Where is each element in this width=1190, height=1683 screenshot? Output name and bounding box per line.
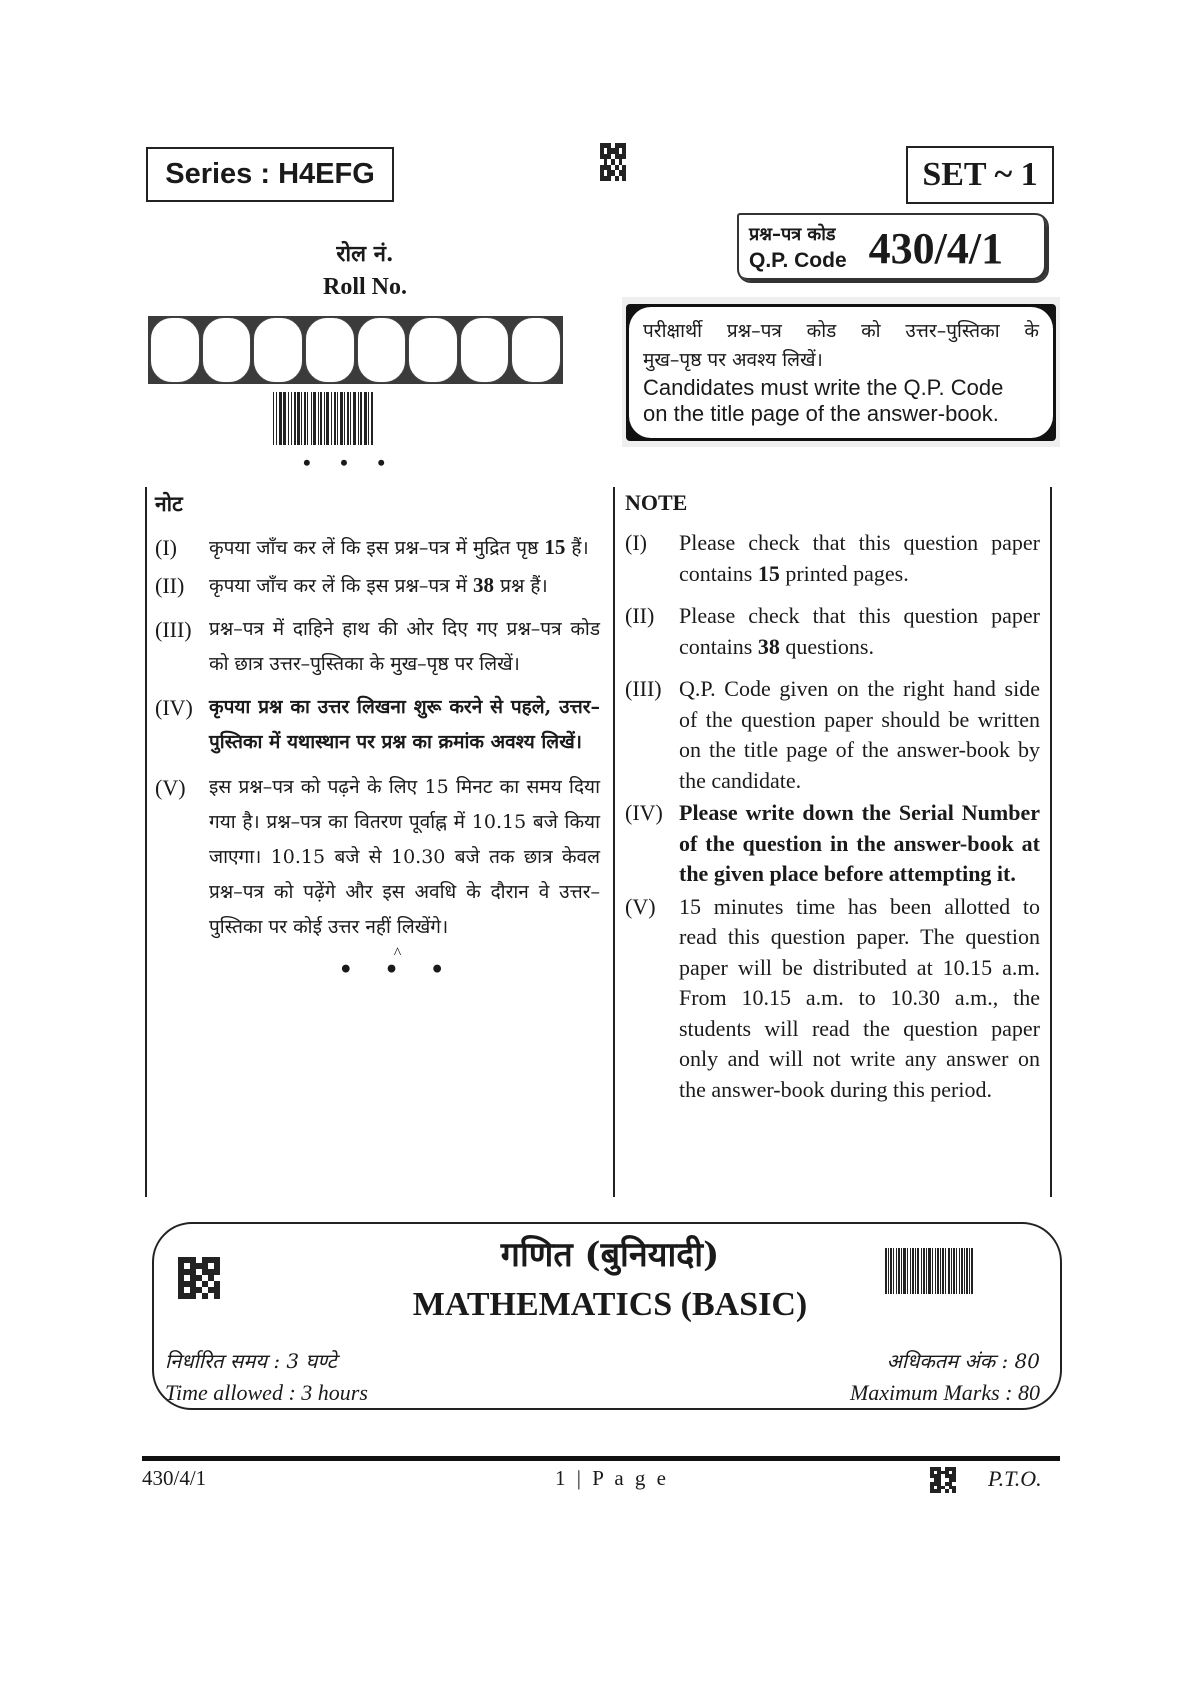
note-item xyxy=(625,798,1040,890)
subject-title-hindi: गणित (बुनियादी) xyxy=(500,1235,720,1275)
instruction-hindi-line-2: मुख–पृष्ठ पर अवश्य लिखें। xyxy=(643,349,823,371)
set-label: SET ~ 1 xyxy=(906,146,1054,204)
roll-digit-box[interactable] xyxy=(305,317,355,383)
notes-heading: NOTE xyxy=(625,490,688,515)
qp-code-label-hindi: प्रश्न–पत्र कोड xyxy=(749,224,836,245)
subject-title: MATHEMATICS (BASIC) xyxy=(412,1286,808,1323)
note-item xyxy=(625,892,1040,1106)
roll-digit-box[interactable] xyxy=(357,317,407,383)
page-number: 1 | P a g e xyxy=(555,1466,669,1490)
maximum-marks-hindi: अधिकतम अंक : 80 xyxy=(886,1349,1040,1373)
qp-code-box xyxy=(737,213,1049,283)
note-item xyxy=(155,770,600,945)
roll-digit-box[interactable] xyxy=(408,317,458,383)
roll-digit-box[interactable] xyxy=(202,317,252,383)
qr-code-icon xyxy=(600,143,626,181)
series-label: Series : H4EFG xyxy=(146,147,394,202)
roll-number-label-hindi: रोल नं. xyxy=(336,241,394,267)
note-text: Please write down the Serial Number of the question in the answer-book at the given place before attempting it. xyxy=(679,800,1040,886)
maximum-marks: Maximum Marks : 80 xyxy=(849,1380,1040,1405)
note-number: (V) xyxy=(155,775,186,800)
notes-hindi xyxy=(155,490,600,983)
note-number: (I) xyxy=(155,535,177,560)
note-number: (II) xyxy=(155,573,185,598)
instruction-hindi-line-1: परीक्षार्थी प्रश्न–पत्र कोड को उत्तर–पुस्तिका के xyxy=(643,320,1039,342)
note-text: प्रश्न–पत्र में दाहिने हाथ की ओर दिए गए प्रश्न–पत्र कोड को छात्र उत्तर–पुस्तिका के मुख–पृष्ठ पर लिखें। xyxy=(209,618,600,675)
roll-digit-box[interactable] xyxy=(150,317,200,383)
note-number: (IV) xyxy=(155,695,193,720)
please-turn-over: P.T.O. xyxy=(988,1466,1042,1491)
column-divider xyxy=(613,487,615,1197)
notes-english xyxy=(625,490,1040,1105)
caret-mark: ^ xyxy=(393,945,402,962)
column-border-left xyxy=(145,487,147,1197)
note-item xyxy=(625,528,1040,589)
barcode-icon xyxy=(885,1248,1030,1294)
instruction-english-line-2: on the title page of the answer-book. xyxy=(643,401,999,426)
barcode-icon xyxy=(273,392,418,445)
note-text: कृपया प्रश्न का उत्तर लिखना शुरू करने से पहले, उत्तर–पुस्तिका में यथास्थान पर प्रश्न का क्रमांक अवश्य लिखें। xyxy=(209,696,600,753)
qp-code-instruction-box xyxy=(622,297,1060,447)
note-text: इस प्रश्न–पत्र को पढ़ने के लिए 15 मिनट का समय दिया गया है। प्रश्न–पत्र का वितरण पूर्वाह्न में 10.15 बजे किया जाएगा। 10.15 बजे से 10.30 बजे तक छात्र केवल प्रश्न–पत्र को पढ़ेंगे और इस अवधि के दौरान वे उत्तर–पुस्तिका पर कोई उत्तर नहीं लिखेंगे। xyxy=(209,776,600,938)
separator-dots: • • • xyxy=(338,957,457,983)
footer-qp-code: 430/4/1 xyxy=(142,1466,207,1490)
note-text: Please check that this question paper contains 38 questions. xyxy=(679,603,1040,659)
note-number: (I) xyxy=(625,530,647,555)
note-item xyxy=(625,601,1040,662)
separator-dots: • • • xyxy=(302,450,398,475)
note-item xyxy=(155,530,600,566)
roll-number-label: Roll No. xyxy=(323,274,407,300)
note-text: कृपया जाँच कर लें कि इस प्रश्न–पत्र में मुद्रित पृष्ठ 15 हैं। xyxy=(209,535,589,559)
note-number: (V) xyxy=(625,893,656,919)
roll-digit-box[interactable] xyxy=(253,317,303,383)
note-item xyxy=(625,674,1040,796)
note-number: (III) xyxy=(625,676,662,701)
qp-code-value: 430/4/1 xyxy=(868,223,1004,273)
note-number: (IV) xyxy=(625,800,663,825)
note-number: (III) xyxy=(155,617,192,642)
qr-code-icon xyxy=(178,1257,220,1299)
note-item xyxy=(155,690,600,760)
footer-rule xyxy=(142,1456,1060,1461)
note-number: (II) xyxy=(625,603,655,628)
note-text: Please check that this question paper contains 15 printed pages. xyxy=(679,530,1040,586)
note-text: कृपया जाँच कर लें कि इस प्रश्न–पत्र में 38 प्रश्न हैं। xyxy=(209,573,548,597)
column-border-right xyxy=(1050,487,1052,1197)
notes-heading-hindi: नोट xyxy=(155,491,183,516)
note-item xyxy=(155,568,600,604)
qp-code-label: Q.P. Code xyxy=(749,249,847,272)
time-allowed: Time allowed : 3 hours xyxy=(165,1380,368,1405)
roll-number-boxes xyxy=(148,316,563,384)
time-allowed-hindi: निर्धारित समय : 3 घण्टे xyxy=(165,1349,337,1373)
roll-digit-box[interactable] xyxy=(511,317,561,383)
note-text: Q.P. Code given on the right hand side of the question paper should be written on the title page of the answer-book by the candidate. xyxy=(679,676,1040,793)
note-text: 15 minutes time has been allotted to read this question paper. The question paper will be distributed at 10.15 a.m. From 10.15 a.m. to 10.30 a.m., the students will read the question paper only and will not write any answer on the answer-book during this period. xyxy=(679,893,1040,1102)
instruction-english-line-1: Candidates must write the Q.P. Code xyxy=(643,375,1004,400)
qr-code-icon xyxy=(930,1467,956,1493)
roll-digit-box[interactable] xyxy=(460,317,510,383)
note-item xyxy=(155,612,600,682)
